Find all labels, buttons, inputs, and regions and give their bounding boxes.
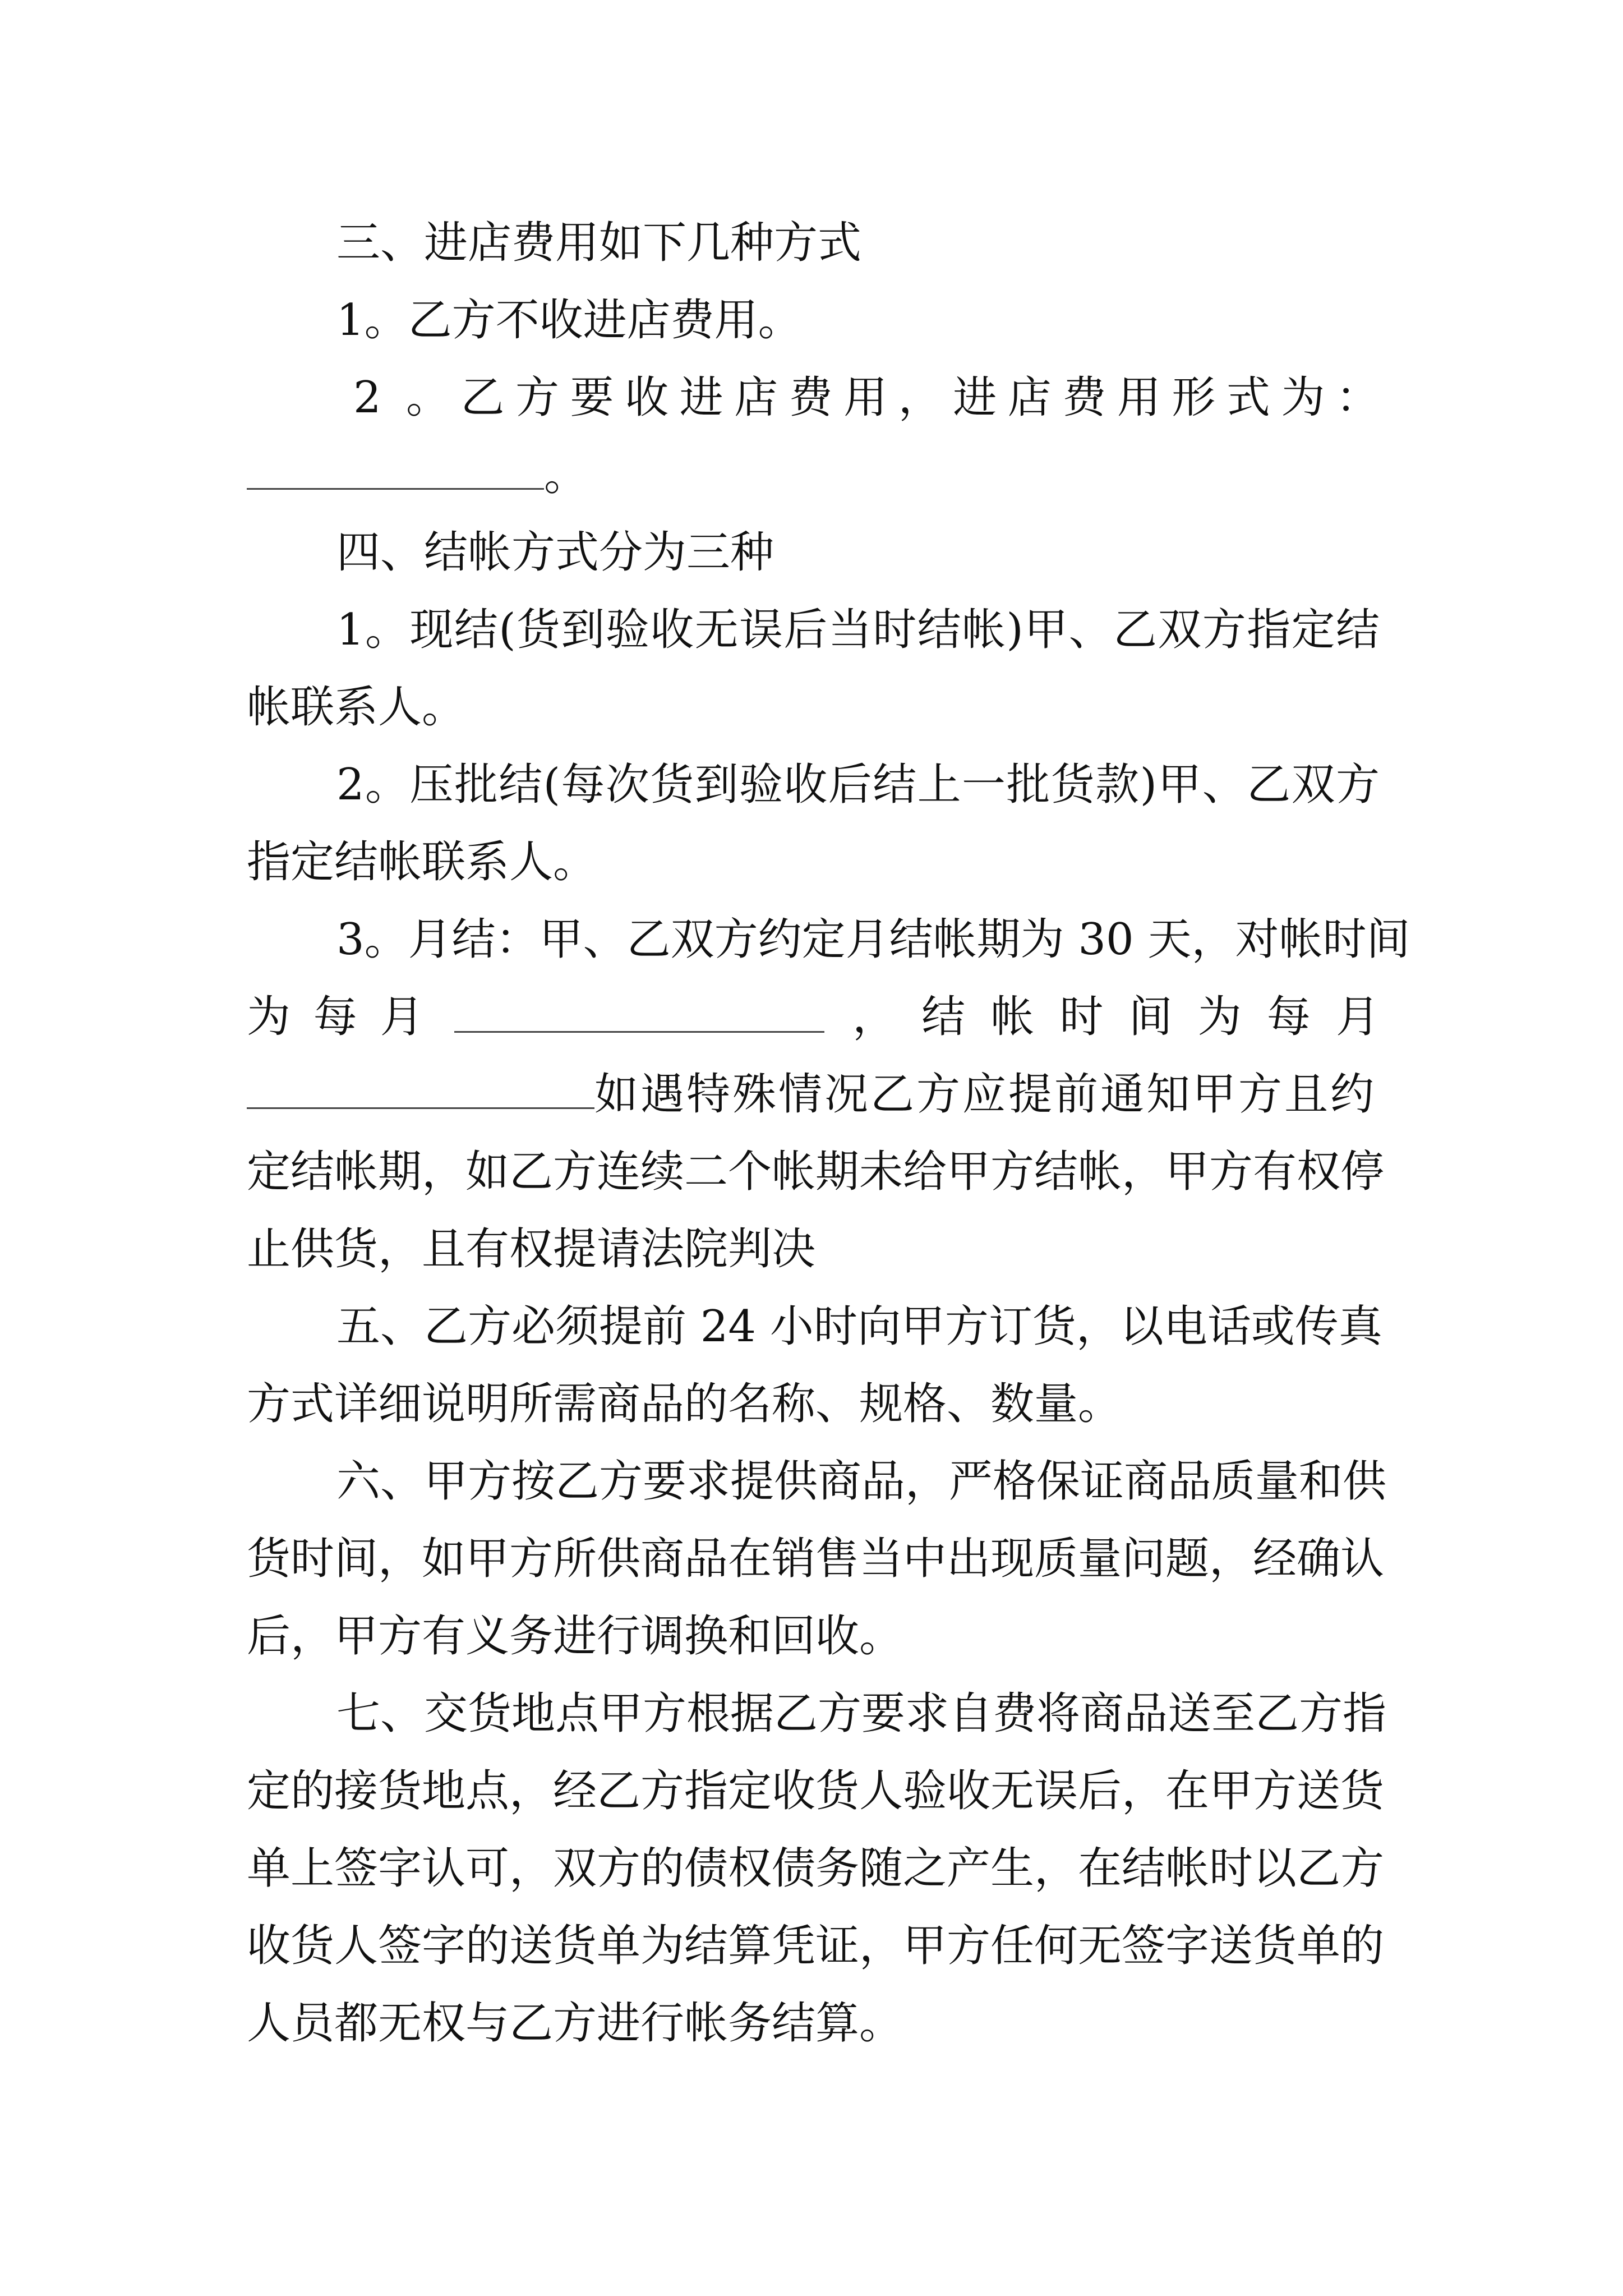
section-3-item-2-cont [247,439,1380,512]
reconciliation-date-blank[interactable] [454,992,824,1033]
section-4-item-1-line-1: 1。现结(货到验收无误后当时结帐)甲、乙双方指定结 [336,605,1380,655]
section-4-item-3-line-5: 止供货，且有权提请法院判决 [247,1224,816,1274]
section-4-item-3-line-4: 定结帐期，如乙方连续二个帐期未给甲方结帐，甲方有权停 [247,1147,1385,1197]
each-month-label-2: ， 结 帐 时 间 为 每 月 [852,992,1380,1042]
section-4-item-3-line-2 [247,981,1380,1053]
section-7-line-5: 人员都无权与乙方进行帐务结算。 [247,1998,903,2049]
section-6-line-2: 货时间，如甲方所供商品在销售当中出现质量问题，经确认 [247,1534,1385,1584]
section-7-line-2: 定的接货地点，经乙方指定收货人验收无误后，在甲方送货 [247,1766,1385,1816]
settlement-date-blank[interactable] [247,1068,594,1109]
section-7-line-4: 收货人签字的送货单为结算凭证，甲方任何无签字送货单的 [247,1921,1385,1971]
section-6-line-3: 后，甲方有义务进行调换和回收。 [247,1611,903,1662]
section-7-line-1: 七、交货地点甲方根据乙方要求自费将商品送至乙方指 [336,1688,1387,1739]
section-4-item-3-line-3-text: 如遇特殊情况乙方应提前通知甲方且约 [594,1069,1374,1120]
each-month-label-1: 为 每 月 [247,992,428,1042]
section-3-item-2: 2 。乙方要收进店费用，进店费用形式为： [353,372,1380,423]
section-4-item-2-line-1: 2。压批结(每次货到验收后结上一批货款)甲、乙双方 [336,760,1380,810]
fill-in-blank[interactable] [247,449,544,490]
section-5-line-1: 五、乙方必须提前 24 小时向甲方订货，以电话或传真 [336,1301,1382,1352]
section-7-line-3: 单上签字认可，双方的债权债务随之产生，在结帐时以乙方 [247,1843,1385,1894]
section-3-item-1: 1。乙方不收进店费用。 [336,295,802,346]
section-4-item-2-line-2: 指定结帐联系人。 [247,837,597,887]
section-4-item-3-line-1: 3。月结：甲、乙双方约定月结帐期为 30 天，对帐时间 [336,914,1410,965]
section-3-heading: 三、进店费用如下几种方式 [336,218,862,268]
section-4-item-3-line-3 [247,1058,1380,1131]
section-6-line-1: 六、甲方按乙方要求提供商品，严格保证商品质量和供 [336,1456,1387,1507]
section-4-item-1-line-2: 帐联系人。 [247,682,466,733]
section-3-item-2-end: 。 [544,450,588,500]
section-5-line-2: 方式详细说明所需商品的名称、规格、数量。 [247,1379,1122,1429]
section-4-heading: 四、结帐方式分为三种 [336,527,774,578]
